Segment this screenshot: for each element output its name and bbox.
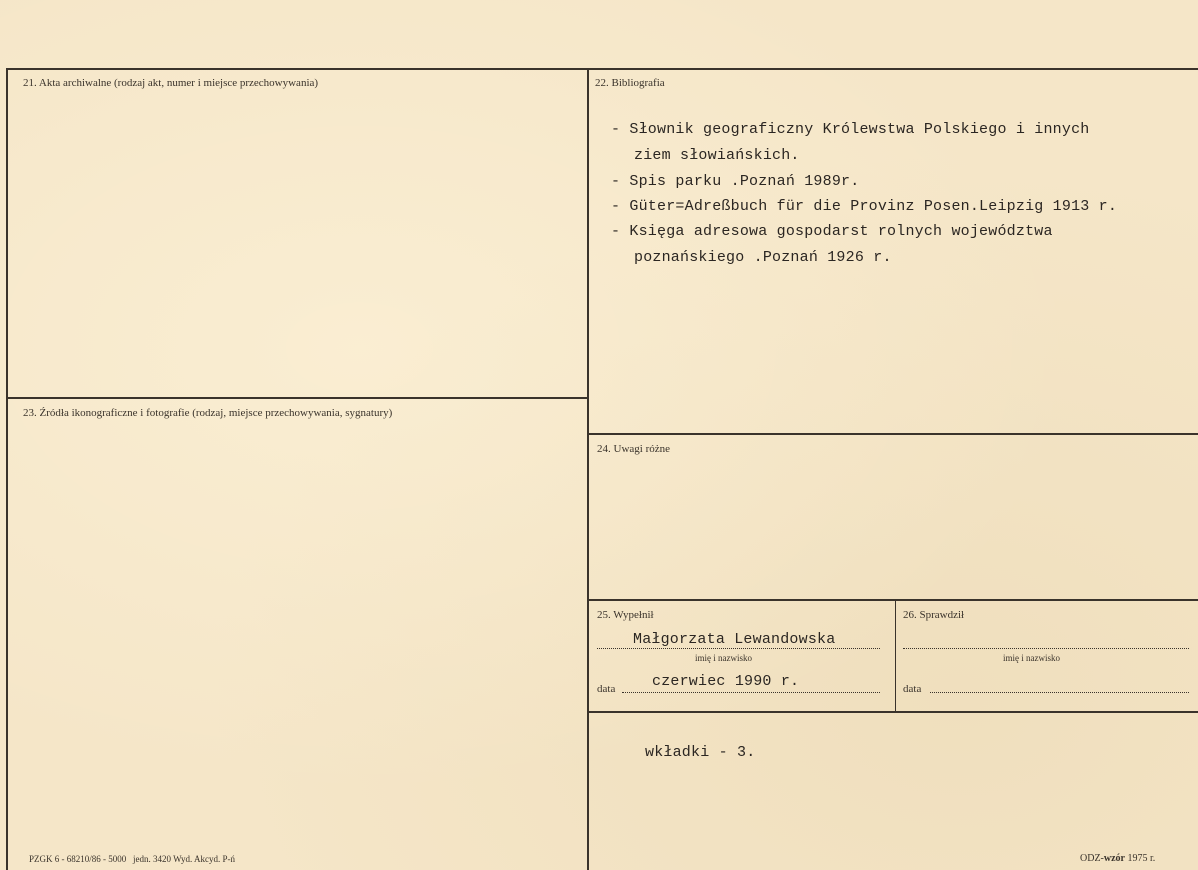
bibliography-entry: - Księga adresowa gospodarst rolnych województwa bbox=[611, 223, 1053, 240]
field-23-label: 23. Źródła ikonograficzne i fotografie (rodzaj, miejsce przechowywania, sygnatury) bbox=[23, 407, 393, 419]
checked-by-date-label: data bbox=[903, 683, 922, 695]
filled-by-date-label: data bbox=[597, 683, 616, 695]
date-dotted-line bbox=[622, 692, 880, 693]
bibliography-entry: - Słownik geograficzny Królewstwa Polskiego i innych bbox=[611, 121, 1090, 138]
checked-by-name-caption: imię i nazwisko bbox=[1003, 653, 1060, 663]
divider-22-24 bbox=[588, 433, 1198, 435]
filled-by-name: Małgorzata Lewandowska bbox=[633, 631, 836, 648]
field-25-label: 25. Wypełnił bbox=[597, 609, 654, 621]
bibliography-entry: poznańskiego .Poznań 1926 r. bbox=[634, 249, 892, 266]
field-26-label: 26. Sprawdził bbox=[903, 609, 965, 621]
divider-25-inserts bbox=[588, 711, 1198, 713]
footer-print-info: PZGK 6 - 68210/86 - 5000 jedn. 3420 Wyd. Akcyd. P-ń bbox=[29, 854, 236, 864]
left-border bbox=[6, 68, 8, 870]
name-dotted-line bbox=[597, 648, 880, 649]
middle-divider bbox=[587, 68, 589, 870]
inserts-note: wkładki - 3. bbox=[645, 744, 756, 761]
field-21-label: 21. Akta archiwalne (rodzaj akt, numer i miejsce przechowywania) bbox=[23, 77, 319, 89]
field-22-label: 22. Bibliografia bbox=[595, 77, 665, 89]
filled-by-name-caption: imię i nazwisko bbox=[695, 653, 752, 663]
footer-form-bold: wzór bbox=[1103, 853, 1125, 864]
footer-form-version bbox=[1080, 853, 1155, 864]
field-24-label: 24. Uwagi różne bbox=[597, 443, 671, 455]
filled-by-date: czerwiec 1990 r. bbox=[652, 673, 800, 690]
bibliography-entry: ziem słowiańskich. bbox=[634, 147, 800, 164]
divider-24-25 bbox=[588, 599, 1198, 601]
divider-21-23 bbox=[6, 397, 588, 399]
footer-form-suffix: 1975 r. bbox=[1125, 853, 1156, 864]
checked-name-dotted-line bbox=[903, 648, 1189, 649]
bibliography-entry: - Güter=Adreßbuch für die Provinz Posen.Leipzig 1913 r. bbox=[611, 198, 1118, 215]
bibliography-entry: - Spis parku .Poznań 1989r. bbox=[611, 173, 860, 190]
divider-25-26 bbox=[895, 599, 896, 711]
top-border bbox=[6, 68, 1198, 70]
checked-date-dotted-line bbox=[930, 692, 1189, 693]
footer-form-prefix: ODZ- bbox=[1080, 853, 1104, 864]
